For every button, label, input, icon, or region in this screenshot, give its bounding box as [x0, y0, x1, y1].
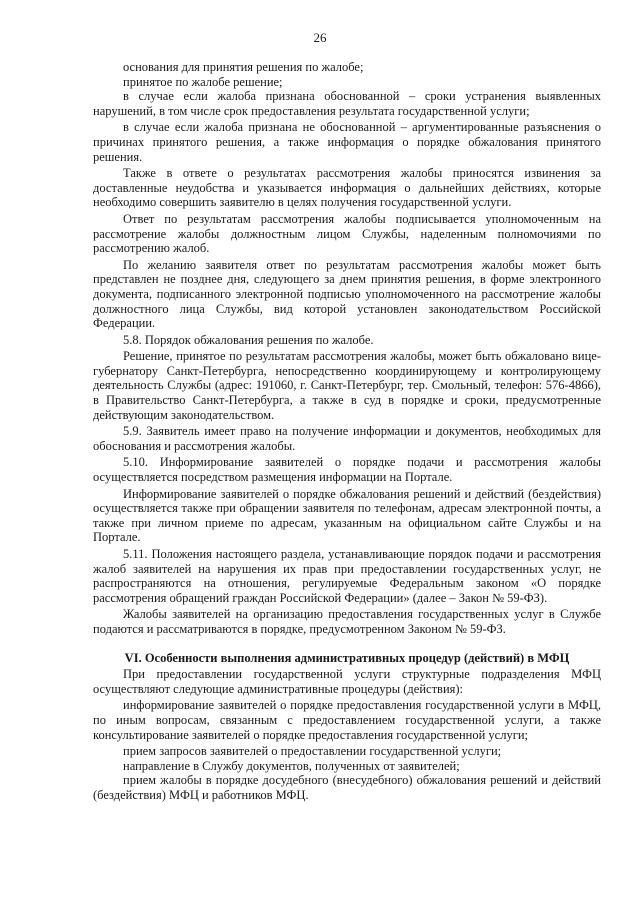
paragraph: 5.8. Порядок обжалования решения по жалобе.: [123, 332, 374, 347]
paragraph: 5.10. Информирование заявителей о порядке подачи и рассмотрения жалобы осуществляется посредством размещения информации на Портале.: [93, 455, 601, 485]
paragraph: 5.9. Заявитель имеет право на получение информации и документов, необходимых для обоснования и рассмотрения жалобы.: [93, 424, 601, 453]
page-number: 26: [313, 30, 327, 45]
paragraph: информирование заявителей о порядке предоставления государственной услуги в МФЦ, по иным вопросам, связанным с предоставлением государственной услуги, а также консультирование заявителей о порядке предоставления государственной услуги;: [93, 698, 601, 742]
paragraph: в случае если жалоба признана обоснованной – сроки устранения выявленных нарушений, в том числе срок предоставления результата государственной услуги;: [93, 89, 601, 118]
paragraph: прием запросов заявителей о предоставлении государственной услуги;: [123, 744, 502, 759]
document-body: [93, 60, 601, 805]
section-heading: VI. Особенности выполнения административных процедур (действий) в МФЦ: [124, 650, 570, 665]
paragraph: Решение, принятое по результатам рассмотрения жалобы, может быть обжаловано вице-губернатору Санкт-Петербурга, непосредственно координирующему и контролирующему деятельность Службы (адрес: 191060, г. Санкт-Петербург, тер. Смольный, телефон: 576-4866), в Правительство Санкт-Петербурга, а также в суд в порядке и сроки, предусмотренные действующим законодательством.: [93, 349, 601, 422]
paragraph: прием жалобы в порядке досудебного (внесудебного) обжалования решений и действий (бездействия) МФЦ и работников МФЦ.: [93, 773, 601, 802]
paragraph: принятое по жалобе решение;: [123, 74, 283, 89]
paragraph: По желанию заявителя ответ по результатам рассмотрения жалобы может быть представлен не позднее дня, следующего за днем принятия решения, в форме электронного документа, подписанного электронной подписью уполномоченного на рассмотрение жалобы должностного лица Службы, вид которой установлен законодательством Российской Федерации.: [93, 257, 601, 331]
paragraph: Информирование заявителей о порядке обжалования решений и действий (бездействия) осуществляется также при обращении заявителя по телефонам, адресам электронной почты, а также при личном приеме по адресам, указанным на официальном сайте Службы и на Портале.: [93, 486, 601, 545]
paragraph: Ответ по результатам рассмотрения жалобы подписывается уполномоченным на рассмотрение жалобы должностным лицом Службы, наделенным полномочиями по рассмотрению жалоб.: [93, 211, 601, 256]
paragraph: 5.11. Положения настоящего раздела, устанавливающие порядок подачи и рассмотрения жалоб заявителей на нарушения их прав при предоставлении государственных услуг, не распространяются на отношения, регулируемые Федеральным законом «О порядке рассмотрения обращений граждан Российской Федерации» (далее – Закон № 59-ФЗ).: [93, 547, 601, 605]
paragraph: основания для принятия решения по жалобе;: [123, 60, 364, 74]
paragraph: Также в ответе о результатах рассмотрения жалобы приносятся извинения за доставленные неудобства и указывается информация о дальнейших действиях, которые необходимо совершить заявителю в целях получения государственной услуги.: [93, 166, 601, 210]
paragraph: Жалобы заявителей на организацию предоставления государственных услуг в Службе подаются и рассматриваются в порядке, предусмотренном Законом № 59-ФЗ.: [93, 607, 601, 636]
paragraph: в случае если жалоба признана не обоснованной – аргументированные разъяснения о причинах принятого решения, а также информация о порядке обжалования принятого решения.: [93, 120, 601, 164]
paragraph: направление в Службу документов, полученных от заявителей;: [123, 758, 460, 773]
paragraph: При предоставлении государственной услуги структурные подразделения МФЦ осуществляют следующие административные процедуры (действия):: [93, 667, 601, 696]
